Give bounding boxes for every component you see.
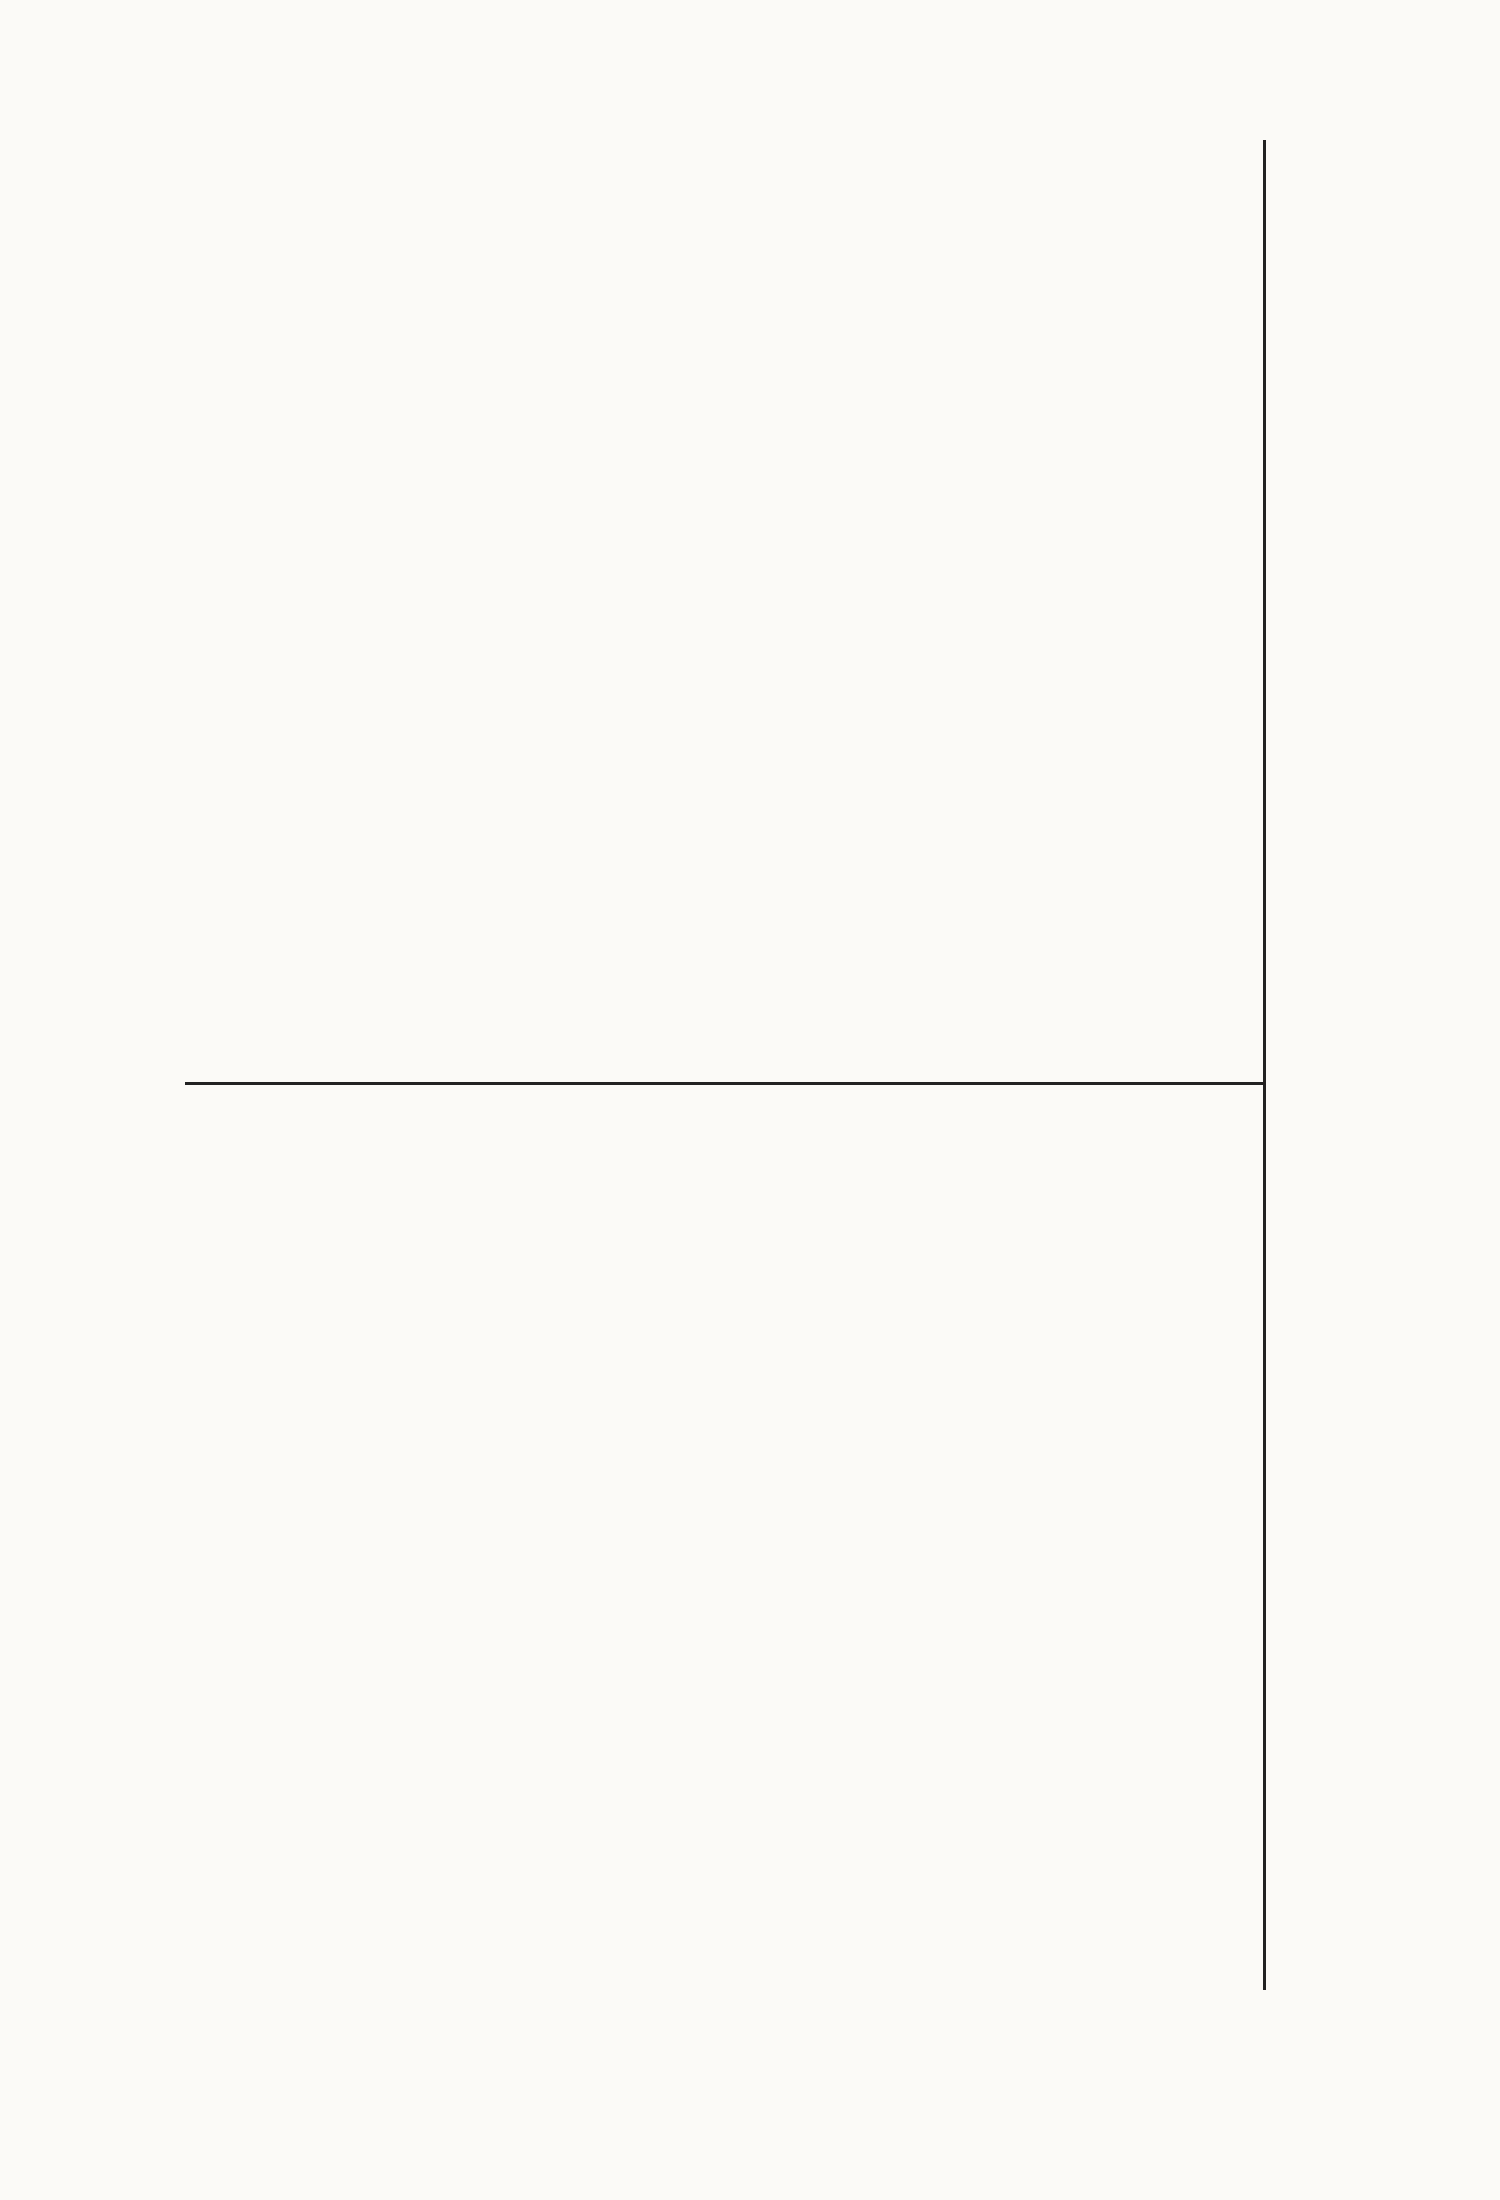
margin-rule (1263, 140, 1266, 1990)
section-divider (185, 1082, 1265, 1085)
